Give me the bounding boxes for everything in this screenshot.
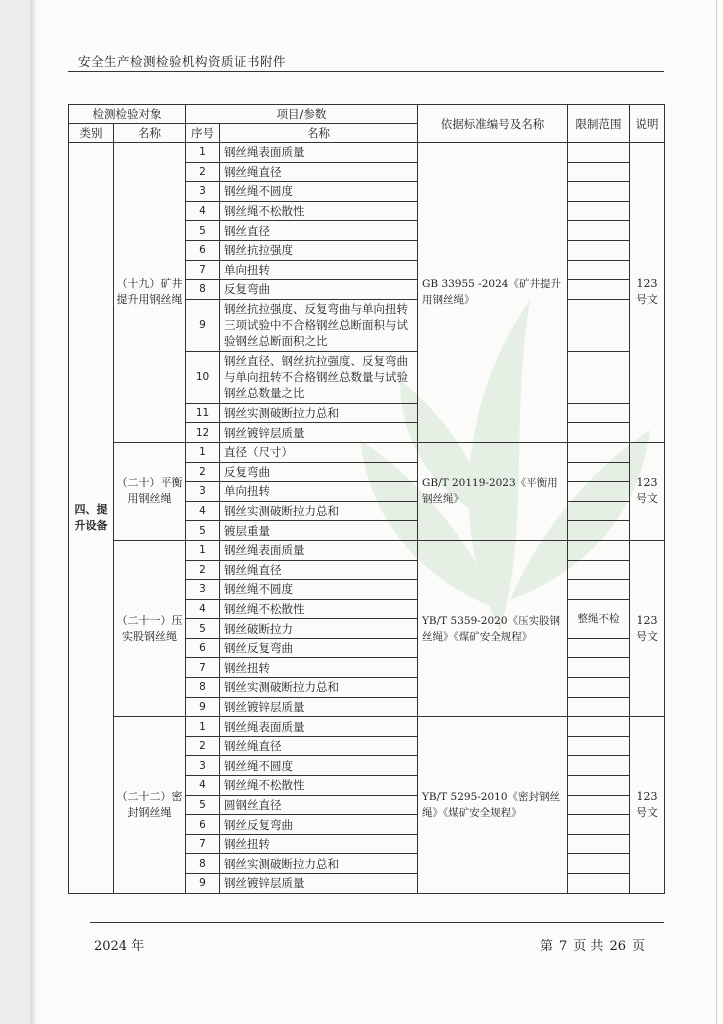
item-seq: 8 xyxy=(186,280,220,300)
limit-cell xyxy=(568,299,630,351)
item-seq: 7 xyxy=(186,658,220,678)
page-number: 7 xyxy=(559,939,568,954)
item-name: 钢丝绳不松散性 xyxy=(220,201,418,221)
item-name: 钢丝镀锌层质量 xyxy=(220,423,418,443)
limit-cell xyxy=(568,351,630,403)
group-note: 123号文 xyxy=(630,442,665,540)
item-name: 钢丝直径、钢丝抗拉强度、反复弯曲与单向扭转不合格钢丝总数量与试验钢丝总数量之比 xyxy=(220,351,418,403)
item-name: 钢丝反复弯曲 xyxy=(220,638,418,658)
item-seq: 9 xyxy=(186,874,220,894)
limit-cell xyxy=(568,162,630,182)
group-name: （二十二）密封钢丝绳 xyxy=(114,717,186,893)
limit-cell xyxy=(568,442,630,462)
limit-cell xyxy=(568,815,630,835)
header-title: 安全生产检测检验机构资质证书附件 xyxy=(78,54,287,69)
item-name: 圆钢丝直径 xyxy=(220,795,418,815)
limit-cell xyxy=(568,423,630,443)
item-seq: 7 xyxy=(186,260,220,280)
item-name: 钢丝实测破断拉力总和 xyxy=(220,854,418,874)
item-name: 反复弯曲 xyxy=(220,462,418,482)
item-name: 钢丝实测破断拉力总和 xyxy=(220,501,418,521)
item-seq: 5 xyxy=(186,521,220,541)
item-name: 钢丝绳直径 xyxy=(220,162,418,182)
item-name: 直径（尺寸） xyxy=(220,442,418,462)
header-note: 说明 xyxy=(630,105,665,143)
item-name: 单向扭转 xyxy=(220,482,418,502)
item-seq: 5 xyxy=(186,619,220,639)
table-row xyxy=(69,442,665,462)
limit-cell xyxy=(568,260,630,280)
group-standard: GB 33955 -2024《矿井提升用钢丝绳》 xyxy=(418,143,568,443)
item-name: 钢丝绳不圆度 xyxy=(220,580,418,600)
header-standard: 依据标准编号及名称 xyxy=(418,105,568,143)
item-name: 单向扭转 xyxy=(220,260,418,280)
item-seq: 1 xyxy=(186,143,220,163)
item-seq: 4 xyxy=(186,501,220,521)
item-seq: 3 xyxy=(186,580,220,600)
page-label-post: 页 xyxy=(631,939,645,954)
footer-year: 2024 年 xyxy=(94,939,145,954)
item-seq: 6 xyxy=(186,815,220,835)
limit-cell xyxy=(568,795,630,815)
page-total: 26 xyxy=(609,939,626,954)
item-seq: 8 xyxy=(186,854,220,874)
limit-cell xyxy=(568,403,630,423)
item-seq: 6 xyxy=(186,240,220,260)
limit-cell xyxy=(568,580,630,600)
limit-cell xyxy=(568,221,630,241)
item-seq: 1 xyxy=(186,442,220,462)
page-label-pre: 第 xyxy=(540,939,554,954)
item-seq: 4 xyxy=(186,599,220,619)
item-name: 钢丝绳不松散性 xyxy=(220,599,418,619)
limit-cell xyxy=(568,280,630,300)
item-name: 钢丝绳不松散性 xyxy=(220,776,418,796)
item-seq: 4 xyxy=(186,776,220,796)
item-name: 钢丝绳直径 xyxy=(220,560,418,580)
limit-cell xyxy=(568,462,630,482)
item-name: 钢丝破断拉力 xyxy=(220,619,418,639)
category-cell: 四、提升设备 xyxy=(69,143,114,894)
item-seq: 3 xyxy=(186,482,220,502)
item-seq: 8 xyxy=(186,678,220,698)
item-seq: 4 xyxy=(186,201,220,221)
item-name: 钢丝实测破断拉力总和 xyxy=(220,403,418,423)
group-name: （二十一）压实股钢丝绳 xyxy=(114,540,186,716)
limit-cell xyxy=(568,756,630,776)
item-name: 钢丝绳直径 xyxy=(220,736,418,756)
header-rule xyxy=(68,71,664,72)
item-name: 钢丝扭转 xyxy=(220,834,418,854)
item-name: 钢丝实测破断拉力总和 xyxy=(220,678,418,698)
header-name: 名称 xyxy=(114,124,186,143)
header-seq: 序号 xyxy=(186,124,220,143)
group-limit: 整绳不检 xyxy=(568,599,630,638)
item-seq: 2 xyxy=(186,462,220,482)
limit-cell xyxy=(568,697,630,717)
group-name: （十九）矿井提升用钢丝绳 xyxy=(114,143,186,443)
item-seq: 12 xyxy=(186,423,220,443)
item-seq: 11 xyxy=(186,403,220,423)
group-note: 123号文 xyxy=(630,540,665,716)
limit-cell xyxy=(568,143,630,163)
header-limit: 限制范围 xyxy=(568,105,630,143)
item-name: 钢丝直径 xyxy=(220,221,418,241)
limit-cell xyxy=(568,540,630,560)
item-seq: 6 xyxy=(186,638,220,658)
limit-cell xyxy=(568,638,630,658)
item-name: 钢丝抗拉强度 xyxy=(220,240,418,260)
item-seq: 5 xyxy=(186,795,220,815)
item-name: 钢丝抗拉强度、反复弯曲与单向扭转三项试验中不合格钢丝总断面积与试验钢丝总断面积之比 xyxy=(220,299,418,351)
footer-rule xyxy=(90,922,664,923)
item-name: 钢丝镀锌层质量 xyxy=(220,874,418,894)
scan-edge xyxy=(716,0,717,1024)
limit-cell xyxy=(568,482,630,502)
qualification-table xyxy=(68,104,665,894)
item-name: 镀层重量 xyxy=(220,521,418,541)
limit-cell xyxy=(568,776,630,796)
limit-cell xyxy=(568,874,630,894)
limit-cell xyxy=(568,501,630,521)
item-name: 反复弯曲 xyxy=(220,280,418,300)
limit-cell xyxy=(568,240,630,260)
header-object-group: 检测检验对象 xyxy=(69,105,186,124)
limit-cell xyxy=(568,201,630,221)
header-category: 类别 xyxy=(69,124,114,143)
limit-cell xyxy=(568,736,630,756)
table-row xyxy=(69,143,665,163)
item-name: 钢丝绳表面质量 xyxy=(220,143,418,163)
item-name: 钢丝绳表面质量 xyxy=(220,540,418,560)
limit-cell xyxy=(568,521,630,541)
limit-cell xyxy=(568,658,630,678)
limit-cell xyxy=(568,834,630,854)
item-name: 钢丝反复弯曲 xyxy=(220,815,418,835)
limit-cell xyxy=(568,560,630,580)
item-seq: 2 xyxy=(186,560,220,580)
limit-cell xyxy=(568,717,630,737)
footer-page-info xyxy=(540,935,651,954)
header-row-1 xyxy=(69,105,665,124)
group-note: 123号文 xyxy=(630,143,665,443)
limit-cell xyxy=(568,182,630,202)
header-item-group: 项目/参数 xyxy=(186,105,418,124)
item-seq: 9 xyxy=(186,697,220,717)
item-seq: 3 xyxy=(186,756,220,776)
item-seq: 10 xyxy=(186,351,220,403)
group-name: （二十）平衡用钢丝绳 xyxy=(114,442,186,540)
header-param-name: 名称 xyxy=(220,124,418,143)
table-row xyxy=(69,717,665,737)
item-name: 钢丝扭转 xyxy=(220,658,418,678)
item-seq: 9 xyxy=(186,299,220,351)
group-standard: YB/T 5295-2010《密封钢丝绳》《煤矿安全规程》 xyxy=(418,717,568,893)
group-note: 123号文 xyxy=(630,717,665,893)
item-name: 钢丝绳不圆度 xyxy=(220,182,418,202)
table-row xyxy=(69,540,665,560)
item-name: 钢丝绳不圆度 xyxy=(220,756,418,776)
item-seq: 1 xyxy=(186,717,220,737)
item-seq: 7 xyxy=(186,834,220,854)
item-seq: 2 xyxy=(186,162,220,182)
limit-cell xyxy=(568,854,630,874)
item-seq: 2 xyxy=(186,736,220,756)
page-label-mid: 页 共 xyxy=(573,939,604,954)
item-seq: 1 xyxy=(186,540,220,560)
item-seq: 5 xyxy=(186,221,220,241)
item-seq: 3 xyxy=(186,182,220,202)
group-standard: GB/T 20119-2023《平衡用钢丝绳》 xyxy=(418,442,568,540)
item-name: 钢丝镀锌层质量 xyxy=(220,697,418,717)
group-standard: YB/T 5359-2020《压实股钢丝绳》《煤矿安全规程》 xyxy=(418,540,568,716)
item-name: 钢丝绳表面质量 xyxy=(220,717,418,737)
limit-cell xyxy=(568,678,630,698)
